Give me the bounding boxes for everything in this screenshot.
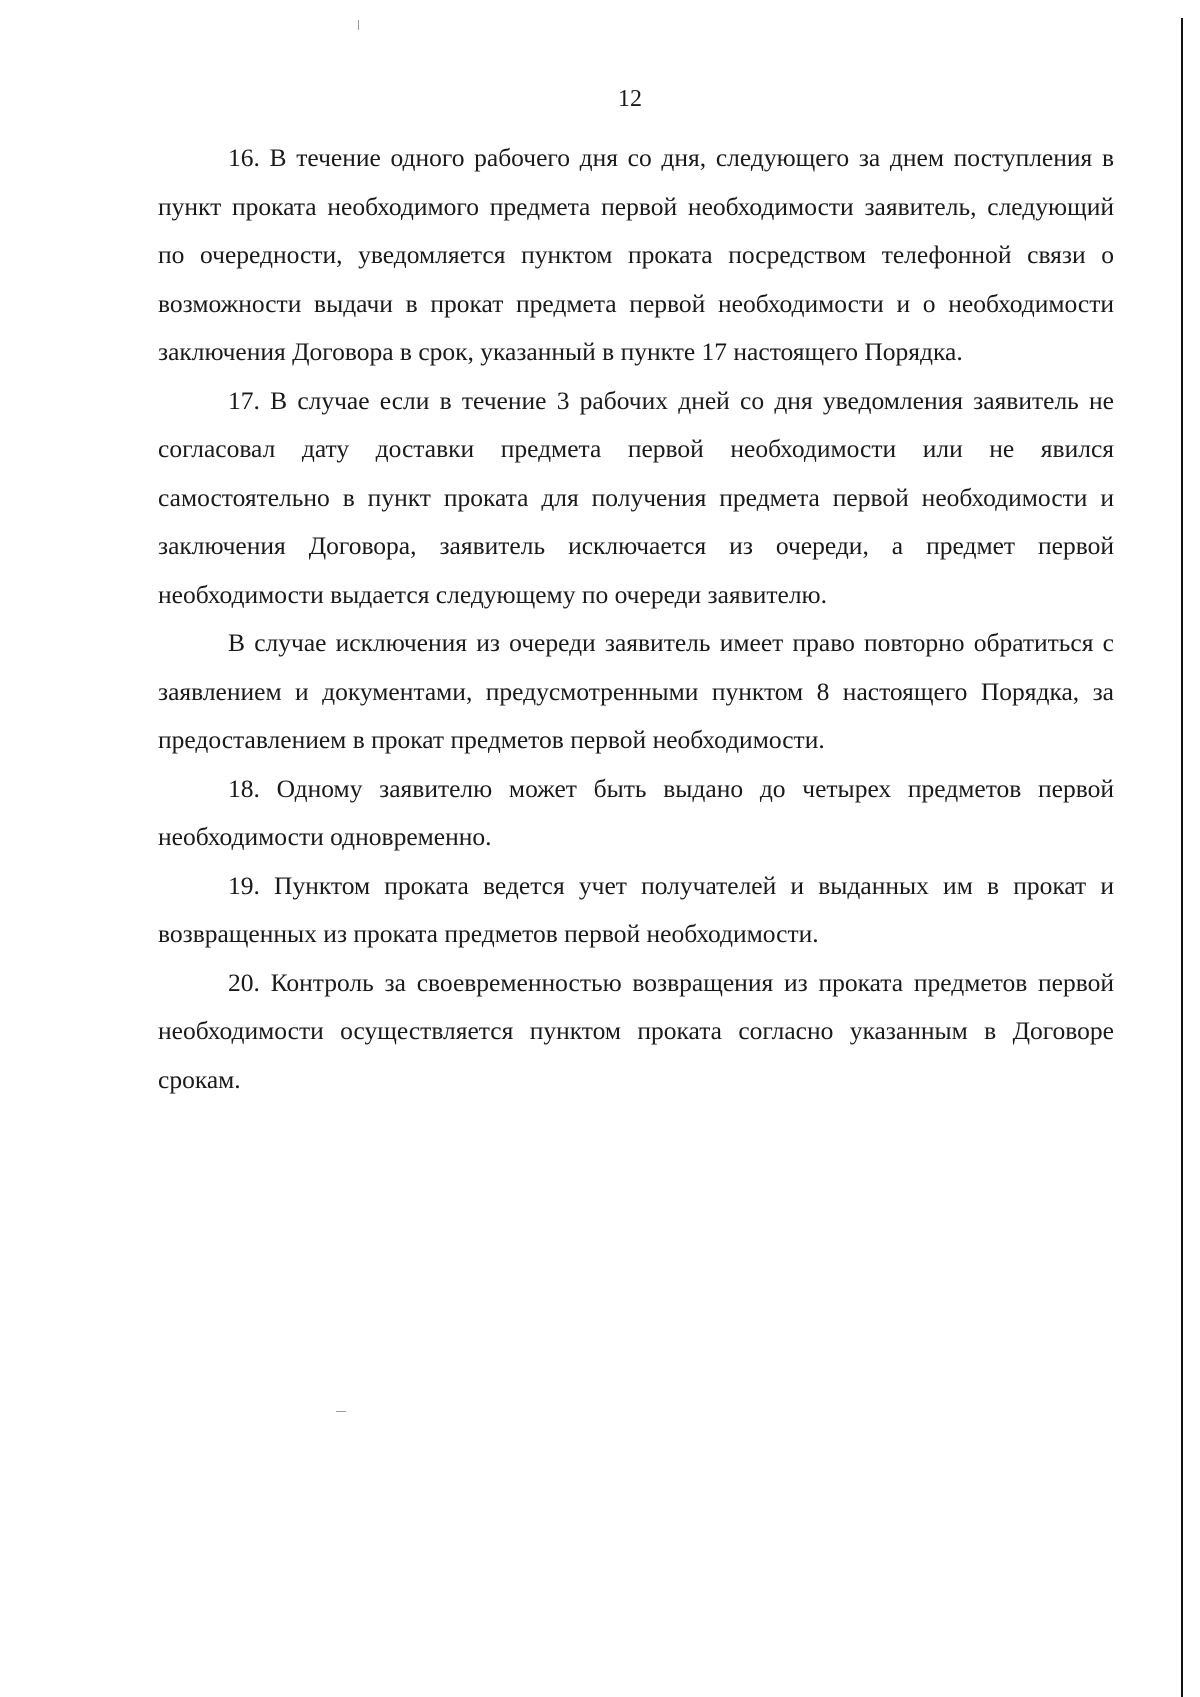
paragraph-17: 17. В случае если в течение 3 рабочих дней со дня уведомления заявитель не согласовал дату доставки предмета первой необходимости или не явился самостоятельно в пункт проката для получения предмета первой необходимости и заключения Договора, заявитель исключается из очереди, а предмет первой необходимости выдается следующему по очереди заявителю. xyxy=(158,385,1114,609)
paragraph-16: 16. В течение одного рабочего дня со дня, следующего за днем поступления в пункт проката необходимого предмета первой необходимости заявитель, следующий по очередности, уведомляется пунктом проката посредством телефонной связи о возможности выдачи в прокат предмета первой необходимости и о необходимости заключения Договора в срок, указанный в пункте 17 настоящего Порядка. xyxy=(158,143,1114,366)
scan-edge-line xyxy=(1181,18,1183,1697)
paragraph-20: 20. Контроль за своевременностью возвращения из проката предметов первой необходимости осуществляется пунктом проката согласно указанным в Договоре срокам. xyxy=(158,967,1114,1094)
scan-speck xyxy=(336,1411,346,1412)
paragraph-19: 19. Пунктом проката ведется учет получателей и выданных им в прокат и возвращенных из проката предметов первой необходимости. xyxy=(158,870,1114,948)
paragraph-17-continuation: В случае исключения из очереди заявитель имеет право повторно обратиться с заявлением и документами, предусмотренными пунктом 8 настоящего Порядка, за предоставлением в прокат предметов первой необходимости. xyxy=(158,628,1114,754)
document-body xyxy=(158,134,1114,1104)
scan-speck xyxy=(358,20,359,30)
paragraph-18: 18. Одному заявителю может быть выдано до четырех предметов первой необходимости одновременно. xyxy=(158,773,1114,851)
page-number: 12 xyxy=(618,86,642,112)
